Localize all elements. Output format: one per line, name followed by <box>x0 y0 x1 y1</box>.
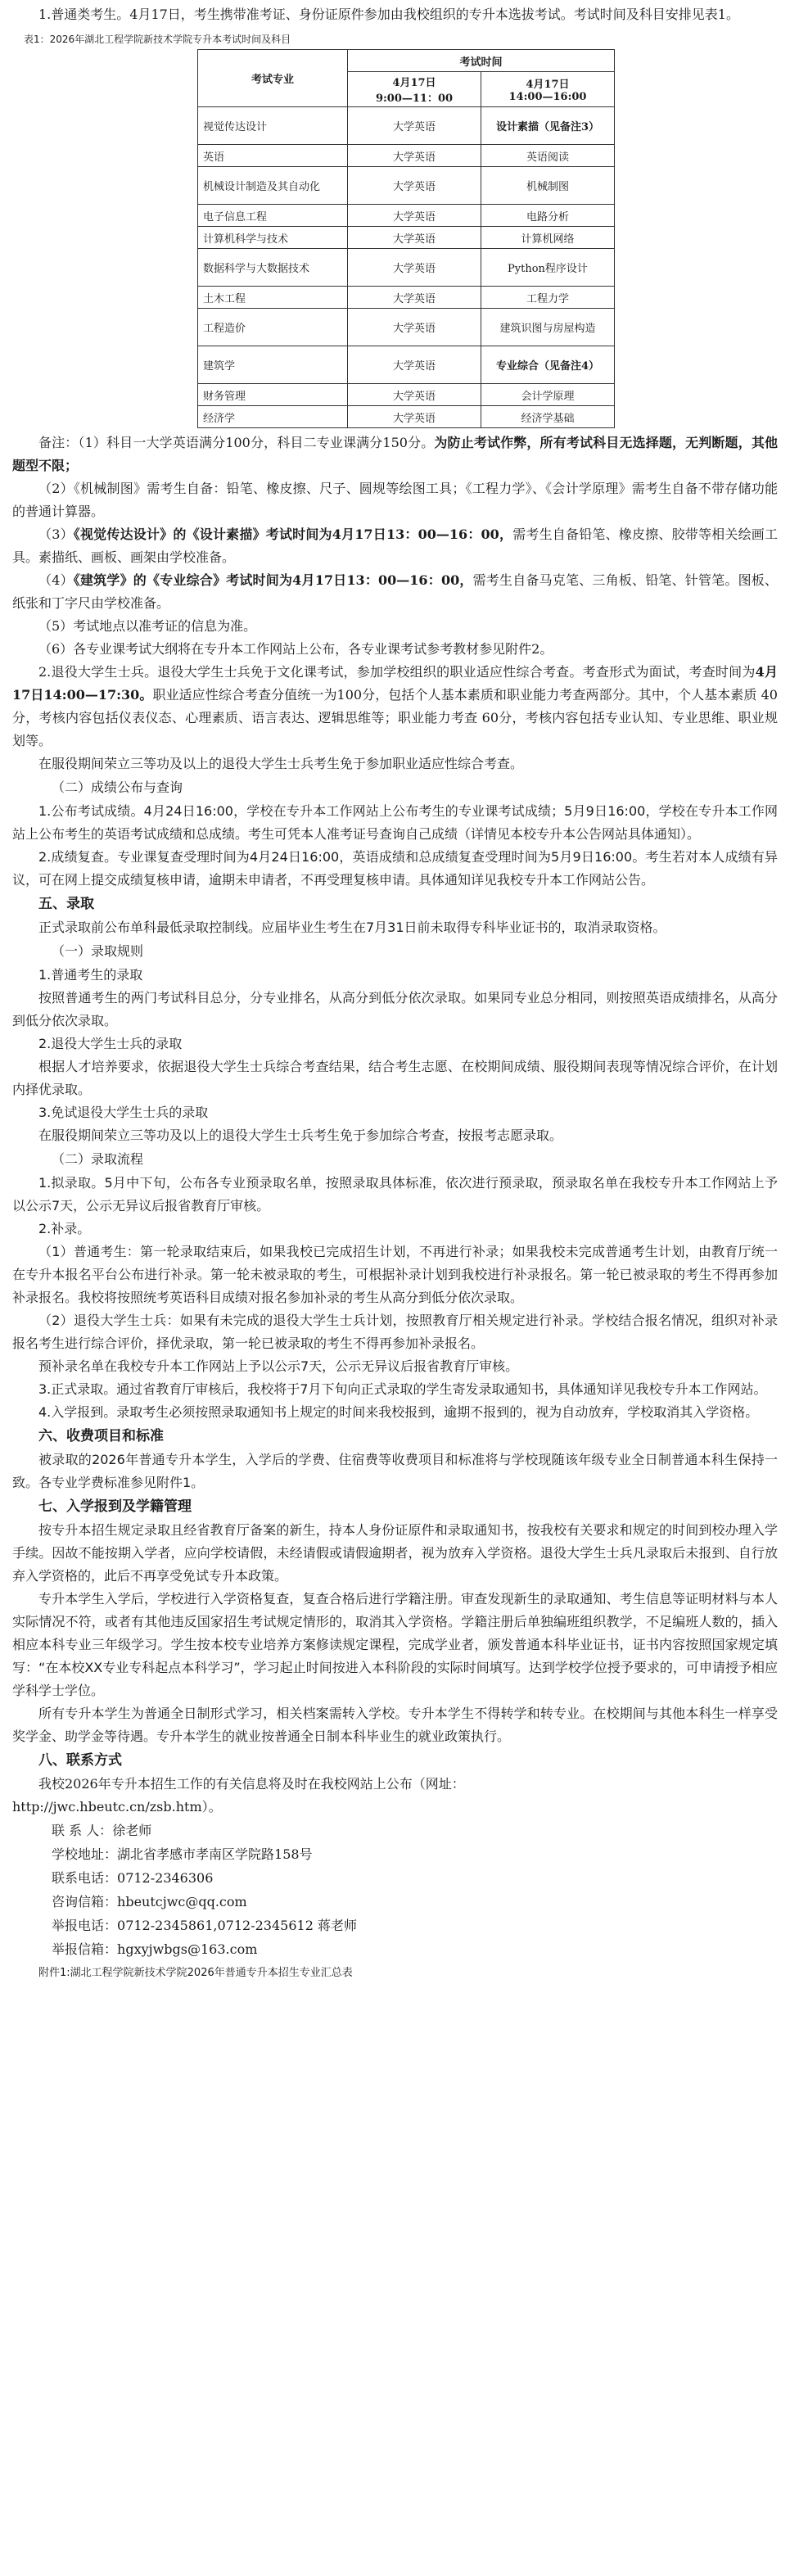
enroll-paragraph-2: 专升本学生入学后，学校进行入学资格复查，复查合格后进行学籍注册。审查发现新生的录取通知、考生信息等证明材料与本人实际情况不符，或者有其他违反国家招生考试规定情形的，取消其入学资格。学籍注册后单独编班组织教学，不足编班人数的，插入相应本科专业三年级学习。学生按本校专业培养方案修读规定课程，完成学业者，颁发普通本科毕业证书，证书内容按照国家规定填写：“在本校XX专业专科起点本科学习”，学习起止时间按进入本科阶段的实际时间填写。达到学校学位授予要求的，可申请授予相应学科学士学位。 <box>12 1591 778 1698</box>
contact-email-link[interactable]: hbeutcjwc@qq.com <box>117 1894 247 1909</box>
contact-heading: 八、联系方式 <box>38 1752 122 1769</box>
header-major: 考试专业 <box>198 50 348 107</box>
document-page <box>12 0 778 1982</box>
rule-3-body: 在服役期间荣立三等功及以上的退役大学生士兵考生免于参加综合考查，按报考志愿录取。 <box>38 1128 563 1143</box>
results-publish-paragraph: 1.公布考试成绩。4月24日16:00，学校在专升本工作网站上公布考生的专业课考试成绩；5月9日16:00，学校在专升本工作网站上公布考生的英语考试成绩和总成绩。考生可凭本人准考证号查询自己成绩（详情见本校专升本公告网站具体通知）。 <box>12 803 778 842</box>
enroll-paragraph-1: 按专升本招生规定录取且经省教育厅备案的新生，持本人身份证原件和录取通知书，按我校有关要求和规定的时间到校办理入学手续。因故不能按期入学者，应向学校请假，未经请假或请假逾期者，视为放弃入学资格。退役大学生士兵凡录取后未报到、自行放弃入学资格的，此后不再享受免试专升本政策。 <box>12 1522 778 1584</box>
table-row: 电子信息工程 大学英语 电路分析 <box>198 205 615 227</box>
note-2: （2）《机械制图》需考生自备：铅笔、橡皮擦、尺子、圆规等绘图工具；《工程力学》、《会计学原理》需考生自备不带存储功能的普通计算器。 <box>12 481 778 519</box>
veteran-paragraph: 2.退役大学生士兵。退役大学生士兵免于文化课考试，参加学校组织的职业适应性综合考查。考查形式为面试，考查时间为4月17日14:00—17:30。职业适应性综合考查分值统一为100分，包括个人基本素质和职业能力考查两部分。其中，个人基本素质 40分，考核内容包括仪表仪态、心理素质、语言表达、逻辑思维等；职业能力考查 60分，考核内容包括专业认知、专业思维、职业规划等。 <box>12 664 778 748</box>
enroll-heading: 七、入学报到及学籍管理 <box>38 1498 192 1515</box>
flow-2a: （1）普通考生：第一轮录取结束后，如果我校已完成招生计划，不再进行补录；如果我校未完成普通考生计划，由教育厅统一在专升本报名平台公布进行补录。第一轮未被录取的考生，可根据补录计划到我校进行补录报名。第一轮已被录取的考生不得再参加补录报名。我校将按照统考英语科目成绩对报名参加补录的考生从高分到低分依次录取。 <box>12 1244 778 1305</box>
contact-person: 联 系 人：徐老师 <box>52 1823 152 1838</box>
rule-1-body: 按照普通考生的两门考试科目总分，分专业排名，从高分到低分依次录取。如果同专业总分相同，则按照英语成绩排名，从高分到低分依次录取。 <box>12 990 778 1028</box>
table-caption: 表1：2026年湖北工程学院新技术学院专升本考试时间及科目 <box>24 34 291 45</box>
flow-2-title: 2.补录。 <box>38 1221 91 1236</box>
rule-2-body: 根据人才培养要求，依据退役大学生士兵综合考查结果，结合考生志愿、在校期间成绩、服役期间表现等情况综合评价，在计划内择优录取。 <box>12 1059 778 1097</box>
header-exam-time: 考试时间 <box>348 50 615 72</box>
contact-url[interactable]: http://jwc.hbeutc.cn/zsb.htm）。 <box>12 1799 222 1814</box>
admission-intro: 正式录取前公布单科最低录取控制线。应届毕业生考生在7月31日前未取得专科毕业证书的，取消录取资格。 <box>38 920 666 935</box>
exam-schedule-table <box>197 49 615 428</box>
report-phone: 举报电话：0712-2345861,0712-2345612 蒋老师 <box>52 1918 357 1933</box>
fees-paragraph: 被录取的2026年普通专升本学生，入学后的学费、住宿费等收费项目和标准将与学校现随该年级专业全日制普通本科生保持一致。各专业学费标准参见附件1。 <box>12 1452 778 1490</box>
contact-address: 学校地址：湖北省孝感市孝南区学院路158号 <box>52 1846 313 1862</box>
note-1: 备注：（1）科目一大学英语满分100分，科目二专业课满分150分。为防止考试作弊，所有考试科目无选择题，无判断题，其他题型不限； <box>12 435 778 473</box>
rule-3-title: 3.免试退役大学生士兵的录取 <box>38 1105 209 1120</box>
flow-4: 4.入学报到。录取考生必须按照录取通知书上规定的时间来我校报到，逾期不报到的，视为自动放弃，学校取消其入学资格。 <box>38 1404 759 1420</box>
contact-intro: 我校2026年专升本招生工作的有关信息将及时在我校网站上公布（网址： <box>38 1776 465 1792</box>
enroll-paragraph-3: 所有专升本学生为普通全日制形式学习，相关档案需转入学校。专升本学生不得转学和转专业。在校期间与其他本科生一样享受奖学金、助学金等待遇。专升本学生的就业按普通全日制本科毕业生的就业政策执行。 <box>12 1706 778 1744</box>
table-row: 英语 大学英语 英语阅读 <box>198 145 615 167</box>
report-email-link[interactable]: hgxyjwbgs@163.com <box>117 1941 258 1957</box>
header-slot2: 4月17日 14:00—16:00 <box>481 72 615 107</box>
note-6: （6）各专业课考试大纲将在专升本工作网站上公布，各专业课考试参考教材参见附件2。 <box>38 641 553 657</box>
table-row: 计算机科学与技术 大学英语 计算机网络 <box>198 227 615 249</box>
table-row: 经济学 大学英语 经济学基础 <box>198 406 615 428</box>
table-row: 工程造价 大学英语 建筑识图与房屋构造 <box>198 309 615 346</box>
note-4: （4）《建筑学》的《专业综合》考试时间为4月17日13：00—16：00，需考生自备马克笔、三角板、铅笔、针管笔。图板、纸张和丁字尺由学校准备。 <box>12 572 778 611</box>
report-email: 举报信箱：hgxyjwbgs@163.com <box>52 1941 258 1957</box>
table-row: 数据科学与大数据技术 大学英语 Python程序设计 <box>198 249 615 287</box>
contact-email: 咨询信箱：hbeutcjwc@qq.com <box>52 1894 247 1909</box>
admission-heading: 五、录取 <box>38 896 94 912</box>
attachment-note: 附件1:湖北工程学院新技术学院2026年普通专升本招生专业汇总表 <box>38 1967 353 1979</box>
note-3: （3）《视觉传达设计》的《设计素描》考试时间为4月17日13：00—16：00，需考生自备铅笔、橡皮擦、胶带等相关绘画工具。素描纸、画板、画架由学校准备。 <box>12 526 778 565</box>
table-row: 建筑学 大学英语 专业综合（见备注4） <box>198 346 615 384</box>
admission-rules-heading: （一）录取规则 <box>52 943 144 959</box>
rule-2-title: 2.退役大学生士兵的录取 <box>38 1036 183 1051</box>
flow-2c: 预补录名单在我校专升本工作网站上予以公示7天，公示无异议后报省教育厅审核。 <box>38 1358 519 1374</box>
contact-phone: 联系电话：0712-2346306 <box>52 1870 214 1886</box>
fees-heading: 六、收费项目和标准 <box>38 1428 164 1444</box>
flow-3: 3.正式录取。通过省教育厅审核后，我校将于7月下旬向正式录取的学生寄发录取通知书，具体通知详见我校专升本工作网站。 <box>38 1381 767 1397</box>
flow-1: 1.拟录取。5月中下旬，公布各专业预录取名单，按照录取具体标准，依次进行预录取，预录取名单在我校专升本工作网站上予以公示7天，公示无异议后报省教育厅审核。 <box>12 1175 778 1213</box>
note-5: （5）考试地点以准考证的信息为准。 <box>38 618 257 634</box>
results-heading: （二）成绩公布与查询 <box>52 780 183 795</box>
results-review-paragraph: 2.成绩复查。专业课复查受理时间为4月24日16:00，英语成绩和总成绩复查受理时间为5月9日16:00。考生若对本人成绩有异议，可在网上提交成绩复核申请，逾期未申请者，不再受理复核申请。具体通知详见我校专升本工作网站公告。 <box>12 849 778 888</box>
table-row: 财务管理 大学英语 会计学原理 <box>198 384 615 406</box>
table-row: 土木工程 大学英语 工程力学 <box>198 287 615 309</box>
table-row: 视觉传达设计 大学英语 设计素描（见备注3） <box>198 107 615 145</box>
table-row: 机械设计制造及其自动化 大学英语 机械制图 <box>198 167 615 205</box>
flow-2b: （2）退役大学生士兵：如果有未完成的退役大学生士兵计划，按照教育厅相关规定进行补录。学校结合报名情况，组织对补录报名考生进行综合评价，择优录取，第一轮已被录取的考生不得再参加补录报名。 <box>12 1313 778 1351</box>
intro-paragraph: 1.普通类考生。4月17日，考生携带准考证、身份证原件参加由我校组织的专升本选拔考试。考试时间及科目安排见表1。 <box>38 7 739 22</box>
admission-flow-heading: （二）录取流程 <box>52 1151 144 1167</box>
veteran-exempt-paragraph: 在服役期间荣立三等功及以上的退役大学生士兵考生免于参加职业适应性综合考查。 <box>38 756 524 771</box>
header-slot1: 4月17日 9:00—11：00 <box>348 72 481 107</box>
rule-1-title: 1.普通考生的录取 <box>38 967 143 983</box>
